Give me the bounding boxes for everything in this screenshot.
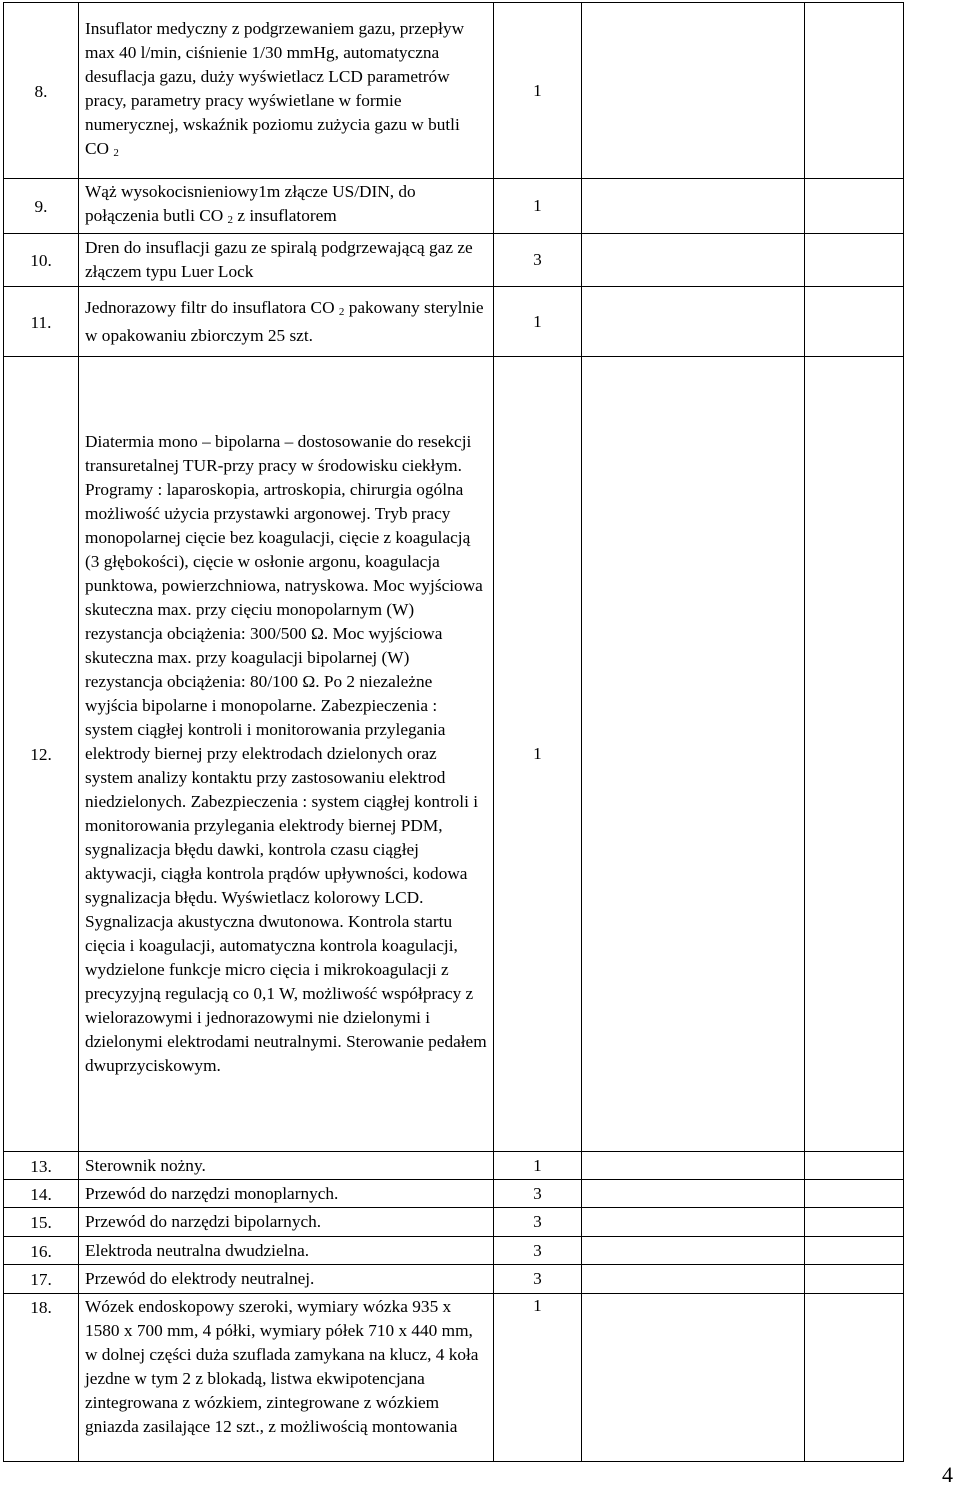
equipment-table	[3, 2, 904, 1462]
table-row	[4, 1180, 904, 1208]
row-number: 8.	[4, 3, 79, 179]
row-number: 13.	[4, 1152, 79, 1180]
row-number: 15.	[4, 1208, 79, 1237]
table-row	[4, 1237, 904, 1265]
empty-cell	[582, 1237, 805, 1265]
row-quantity: 1	[494, 287, 582, 357]
row-description: Przewód do narzędzi monoplarnych.	[79, 1180, 494, 1208]
empty-cell	[805, 1294, 904, 1462]
empty-cell	[805, 1208, 904, 1237]
table-row	[4, 1152, 904, 1180]
empty-cell	[805, 1237, 904, 1265]
row-number: 9.	[4, 179, 79, 234]
row-description: Dren do insuflacji gazu ze spiralą podgrzewającą gaz ze złączem typu Luer Lock	[79, 234, 494, 287]
table-row	[4, 1208, 904, 1237]
row-quantity: 1	[494, 1152, 582, 1180]
row-description: Sterownik nożny.	[79, 1152, 494, 1180]
table-row	[4, 287, 904, 357]
row-quantity: 1	[494, 3, 582, 179]
table-row	[4, 1265, 904, 1294]
row-quantity: 1	[494, 179, 582, 234]
empty-cell	[582, 1265, 805, 1294]
empty-cell	[805, 357, 904, 1152]
empty-cell	[582, 179, 805, 234]
empty-cell	[805, 287, 904, 357]
empty-cell	[805, 1180, 904, 1208]
row-description: Elektroda neutralna dwudzielna.	[79, 1237, 494, 1265]
empty-cell	[582, 1180, 805, 1208]
row-description: Przewód do narzędzi bipolarnych.	[79, 1208, 494, 1237]
row-number: 17.	[4, 1265, 79, 1294]
row-number: 12.	[4, 357, 79, 1152]
row-quantity: 3	[494, 234, 582, 287]
empty-cell	[582, 1294, 805, 1462]
empty-cell	[582, 3, 805, 179]
row-number: 18.	[4, 1294, 79, 1462]
page-number: 4	[942, 1462, 953, 1487]
table-row	[4, 179, 904, 234]
row-number: 16.	[4, 1237, 79, 1265]
empty-cell	[582, 357, 805, 1152]
row-quantity: 3	[494, 1180, 582, 1208]
table-row	[4, 234, 904, 287]
row-description: Diatermia mono – bipolarna – dostosowanie do resekcji transuretalnej TUR-przy pracy w środowisku ciekłym. Programy : laparoskopia, artroskopia, chirurgia ogólna możliwość użycia przystawki argonowej. Tryb pracy monopolarnej cięcie bez koagulacji, cięcie z koagulacją (3 głębokości), cięcie w osłonie argonu, koagulacja punktowa, powierzchniowa, natryskowa. Moc wyjściowa skuteczna max. przy cięciu monopolarnym (W) rezystancja obciążenia: 300/500 Ω. Moc wyjściowa skuteczna max. przy koagulacji bipolarnej (W) rezystancja obciążenia: 80/100 Ω. Po 2 niezależne wyjścia bipolarne i monopolarne. Zabezpieczenia : system ciągłej kontroli i monitorowania przylegania elektrody biernej przy elektrodach dzielonych oraz system analizy kontaktu przy zastosowaniu elektrod niedzielonych. Zabezpieczenia : system ciągłej kontroli i monitorowania przylegania elektrody biernej PDM, sygnalizacja błędu dawki, kontrola czasu ciągłej aktywacji, ciągła kontrola prądów upływności, kodowa sygnalizacja błędu. Wyświetlacz kolorowy LCD. Sygnalizacja akustyczna dwutonowa. Kontrola startu cięcia i koagulacji, automatyczna kontrola koagulacji, wydzielone funkcje micro cięcia i mikrokoagulacji z precyzyjną regulacją co 0,1 W, możliwość współpracy z wielorazowymi i jednorazowymi nie dzielonymi i dzielonymi elektrodami neutralnymi. Sterowanie pedałem dwuprzyciskowym.	[79, 357, 494, 1152]
row-quantity: 3	[494, 1237, 582, 1265]
row-number: 10.	[4, 234, 79, 287]
row-quantity: 1	[494, 357, 582, 1152]
empty-cell	[805, 3, 904, 179]
row-description: Jednorazowy filtr do insuflatora CO $_2$ pakowany sterylnie w opakowaniu zbiorczym 25 szt.	[79, 287, 494, 357]
empty-cell	[582, 1152, 805, 1180]
row-description: Wózek endoskopowy szeroki, wymiary wózka 935 x 1580 x 700 mm, 4 półki, wymiary półek 710 x 440 mm, w dolnej części duża szuflada zamykana na klucz, 4 koła jezdne w tym 2 z blokadą, listwa ekwipotencjana zintegrowana z wózkiem, zintegrowane z wózkiem gniazda zasilające 12 szt., z możliwością montowania	[79, 1294, 494, 1462]
row-description: Wąż wysokocisnieniowy1m złącze US/DIN, do połączenia butli CO $_2$ z insuflatorem	[79, 179, 494, 234]
row-quantity: 3	[494, 1208, 582, 1237]
row-description: Insuflator medyczny z podgrzewaniem gazu, przepływ max 40 l/min, ciśnienie 1/30 mmHg, automatyczna desuflacja gazu, duży wyświetlacz LCD parametrów pracy, parametry pracy wyświetlane w formie numerycznej, wskaźnik poziomu zużycia gazu w butli CO $_2$	[79, 3, 494, 179]
empty-cell	[805, 1265, 904, 1294]
row-description: Przewód do elektrody neutralnej.	[79, 1265, 494, 1294]
empty-cell	[582, 234, 805, 287]
empty-cell	[582, 287, 805, 357]
empty-cell	[805, 234, 904, 287]
table-row	[4, 1294, 904, 1462]
row-number: 11.	[4, 287, 79, 357]
row-number: 14.	[4, 1180, 79, 1208]
table-row	[4, 357, 904, 1152]
row-quantity: 3	[494, 1265, 582, 1294]
row-quantity: 1	[494, 1294, 582, 1462]
table-row	[4, 3, 904, 179]
empty-cell	[582, 1208, 805, 1237]
empty-cell	[805, 1152, 904, 1180]
empty-cell	[805, 179, 904, 234]
